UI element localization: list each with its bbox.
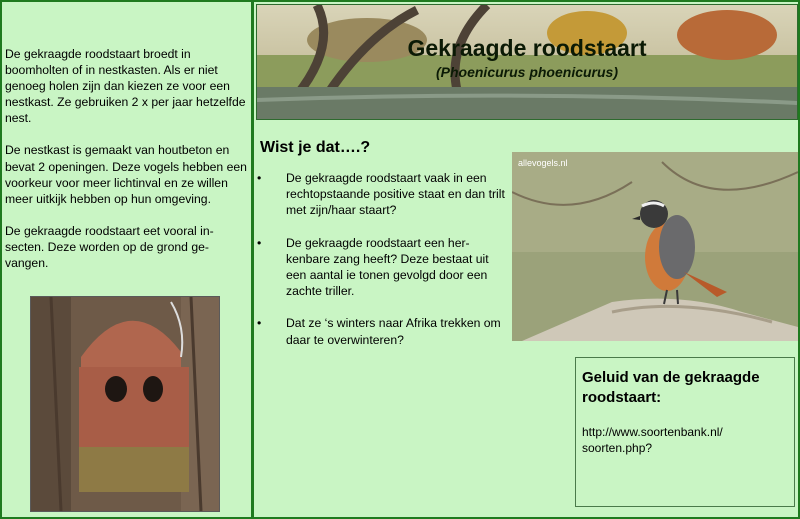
redstart-bird-illustration [512, 152, 798, 341]
fact-text: De gekraagde roodstaart vaak in een rechtopstaande positive staat en dan trilt met zijn/haar staart? [286, 171, 505, 218]
sound-url: http://www.soortenbank.nl/ soorten.php? [582, 425, 723, 455]
bullet-icon: • [257, 316, 262, 331]
sound-heading: Geluid van de gekraagde roodstaart: [582, 369, 760, 406]
scientific-name: (Phoenicurus phoenicurus) [435, 64, 618, 80]
paragraph-broeden: De gekraagde roodstaart broedt in boomholten of in nestkasten. Als er niet genoeg holen zijn dan kiezen ze voor een nestkast. Ze gebruiken 2 x per jaar hetzelfde nest. [5, 47, 246, 126]
list-item [257, 235, 505, 300]
facts-heading: Wist je dat….? [260, 139, 371, 156]
header-photo [256, 4, 798, 120]
list-item [257, 315, 505, 347]
page-title: Gekraagde roodstaart [407, 35, 647, 61]
bullet-icon: • [257, 235, 262, 250]
bullet-icon: • [257, 171, 262, 185]
bird-photo [512, 152, 798, 341]
left-column-text [5, 46, 247, 287]
fact-text: Dat ze ‘s winters naar Afrika trekken om daar te overwinteren? [286, 316, 501, 347]
sound-info-box [575, 357, 795, 507]
nestkast-illustration [31, 297, 219, 511]
paragraph-voedsel: De gekraagde roodstaart eet vooral in- secten. Deze worden op de grond ge- vangen. [5, 223, 214, 271]
watermark: allevogels.nl [518, 158, 568, 168]
nestkast-photo [30, 296, 220, 512]
paragraph-nestkast: De nestkast is gemaakt van houtbeton en bevat 2 openingen. Deze vogels hebben een voorkeur voor meer lichtinval en ze willen meer uitkijk hebben op hun omgeving. [5, 143, 247, 206]
title-block [257, 35, 797, 80]
fact-text: De gekraagde roodstaart een her- kenbare zang heeft? Deze bestaat uit een aantal ie tonen gevolgd door een zachte triller. [286, 235, 489, 299]
facts-list [257, 170, 505, 364]
list-item [257, 170, 505, 219]
